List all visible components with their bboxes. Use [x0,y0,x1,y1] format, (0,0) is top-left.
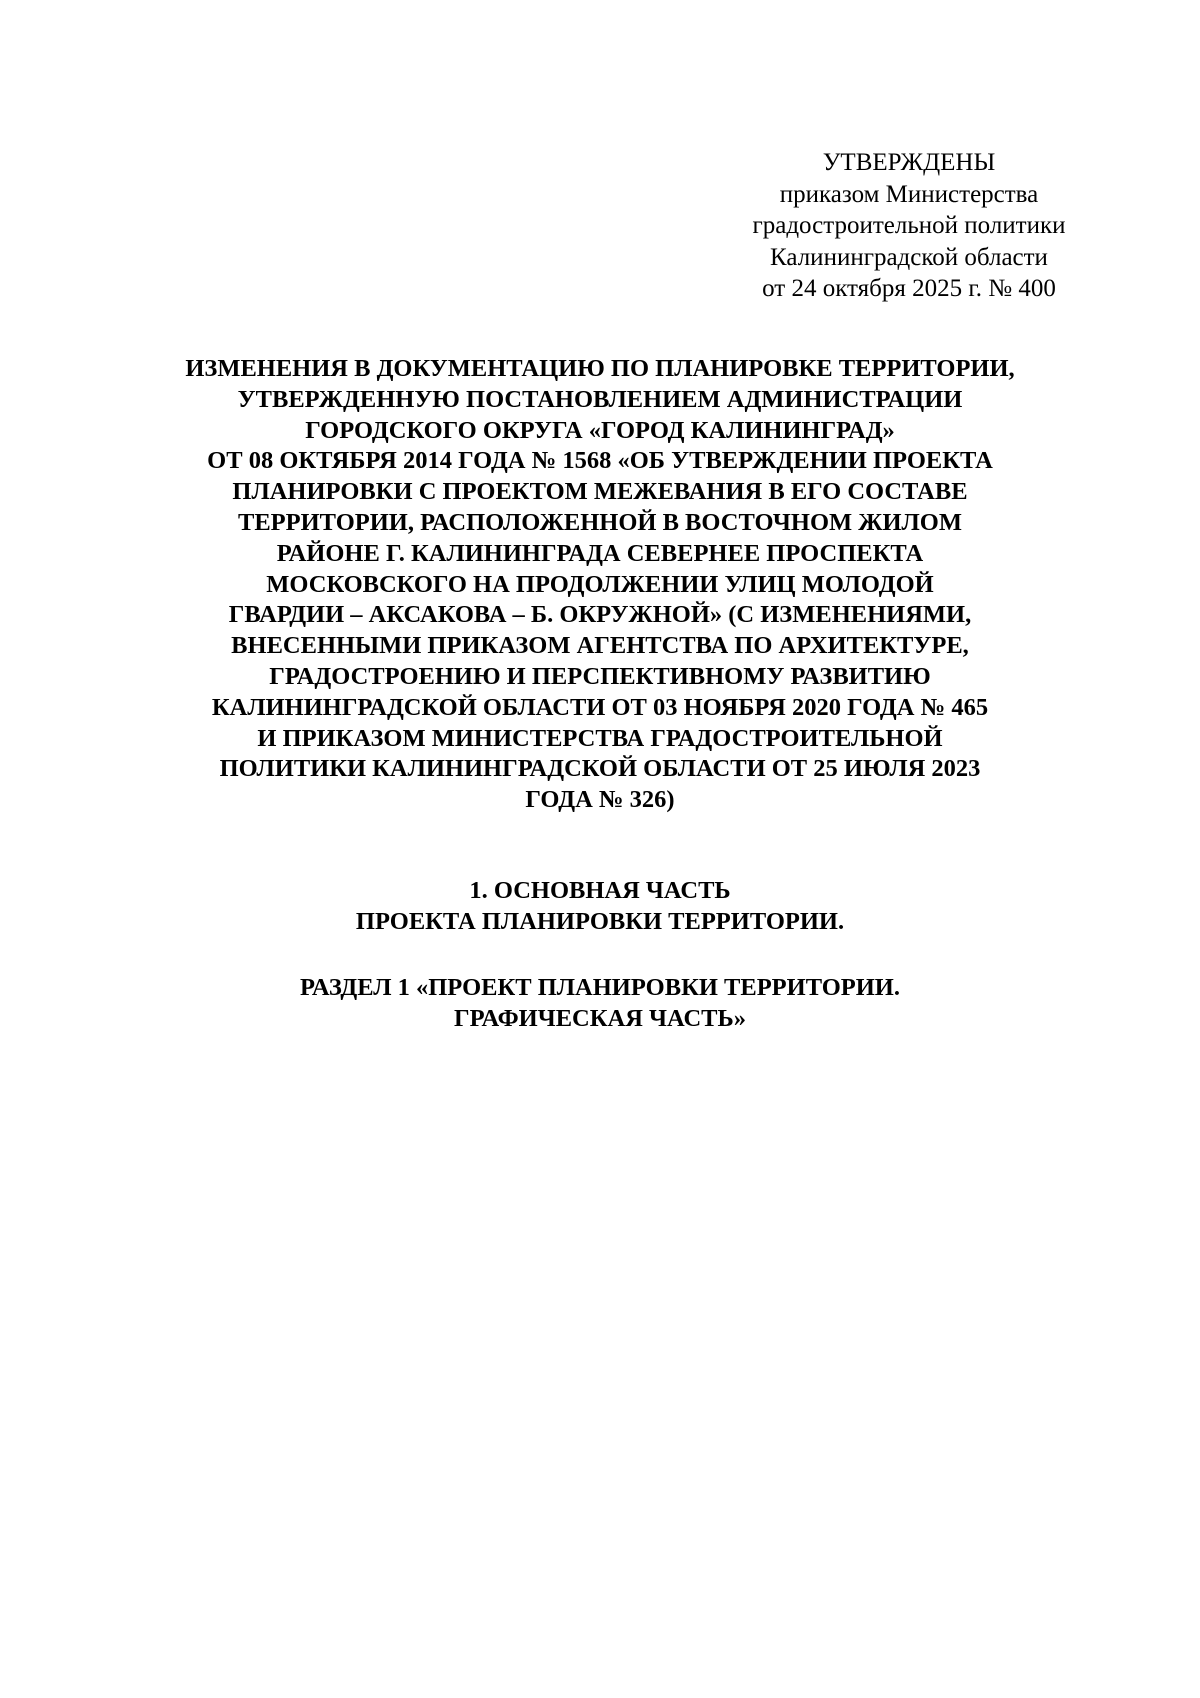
part-heading [150,875,1050,937]
section-heading-line: ГРАФИЧЕСКАЯ ЧАСТЬ» [454,1005,746,1032]
part-heading-line: ПРОЕКТА ПЛАНИРОВКИ ТЕРРИТОРИИ. [355,908,845,935]
document-title [150,354,1050,816]
section-heading-line: РАЗДЕЛ 1 «ПРОЕКТ ПЛАНИРОВКИ ТЕРРИТОРИИ. [300,974,900,1001]
title-line: ИЗМЕНЕНИЯ В ДОКУМЕНТАЦИЮ ПО ПЛАНИРОВКЕ ТЕРРИТОРИИ, [185,355,1015,382]
title-line: И ПРИКАЗОМ МИНИСТЕРСТВА ГРАДОСТРОИТЕЛЬНОЙ [257,724,943,752]
section-heading [150,972,1050,1034]
title-line: ГРАДОСТРОЕНИЮ И ПЕРСПЕКТИВНОМУ РАЗВИТИЮ [269,662,931,690]
title-line: УТВЕРЖДЕННУЮ ПОСТАНОВЛЕНИЕМ АДМИНИСТРАЦИИ [237,385,963,413]
title-line: ВНЕСЕННЫМИ ПРИКАЗОМ АГЕНТСТВА ПО АРХИТЕКТУРЕ, [231,632,969,660]
title-line: ГОДА № 326) [525,786,675,814]
approval-stamp [730,147,1088,305]
approval-line: приказом Министерства [779,180,1039,208]
title-line: ГВАРДИИ – АКСАКОВА – Б. ОКРУЖНОЙ» (С ИЗМЕНЕНИЯМИ, [228,601,972,629]
approval-line: УТВЕРЖДЕНЫ [822,149,996,176]
part-heading-line: 1. ОСНОВНАЯ ЧАСТЬ [469,877,731,904]
title-line: ПОЛИТИКИ КАЛИНИНГРАДСКОЙ ОБЛАСТИ ОТ 25 ИЮЛЯ 2023 [219,755,981,783]
approval-line: градостроительной политики [752,212,1066,239]
approval-line: от 24 октября 2025 г. № 400 [762,275,1056,302]
title-line: ГОРОДСКОГО ОКРУГА «ГОРОД КАЛИНИНГРАД» [305,416,895,444]
title-line: ОТ 08 ОКТЯБРЯ 2014 ГОДА № 1568 «ОБ УТВЕРЖДЕНИИ ПРОЕКТА [207,447,993,475]
approval-line: Калининградской области [770,243,1048,271]
title-line: КАЛИНИНГРАДСКОЙ ОБЛАСТИ ОТ 03 НОЯБРЯ 2020 ГОДА № 465 [211,693,989,721]
title-line: МОСКОВСКОГО НА ПРОДОЛЖЕНИИ УЛИЦ МОЛОДОЙ [266,570,934,598]
title-line: РАЙОНЕ Г. КАЛИНИНГРАДА СЕВЕРНЕЕ ПРОСПЕКТА [276,539,924,567]
title-line: ТЕРРИТОРИИ, РАСПОЛОЖЕННОЙ В ВОСТОЧНОМ ЖИЛОМ [238,508,962,536]
title-line: ПЛАНИРОВКИ С ПРОЕКТОМ МЕЖЕВАНИЯ В ЕГО СОСТАВЕ [232,478,968,506]
